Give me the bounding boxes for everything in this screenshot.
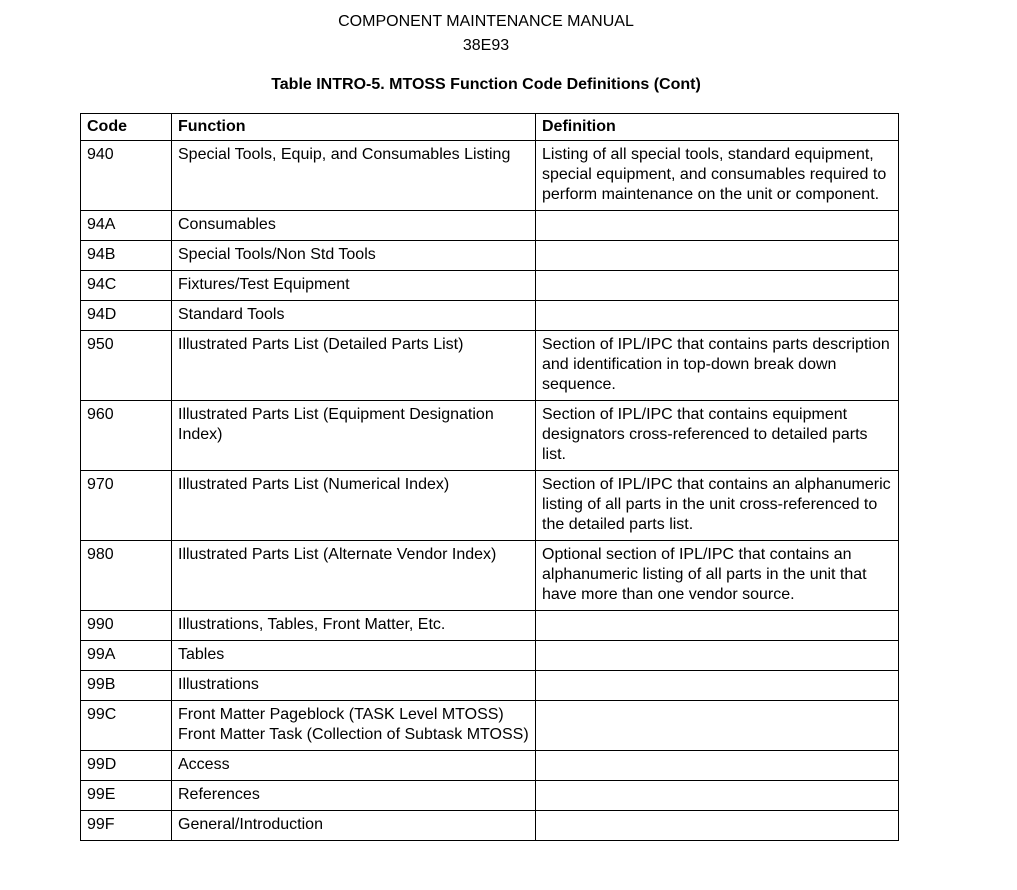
cell-definition (536, 211, 899, 241)
cell-code-text: 99C (87, 706, 117, 723)
table-row (81, 641, 899, 671)
cell-definition (536, 781, 899, 811)
cell-function-text: Illustrations, Tables, Front Matter, Etc. (178, 616, 446, 633)
cell-code-text: 940 (87, 146, 114, 163)
cell-code (81, 271, 172, 301)
cell-code-text: 980 (87, 546, 114, 563)
cell-function (172, 241, 536, 271)
cell-definition (536, 241, 899, 271)
table-row (81, 471, 899, 541)
mtoss-function-code-table (80, 113, 899, 841)
cell-definition (536, 751, 899, 781)
cell-definition (536, 811, 899, 841)
cell-function-text: Illustrated Parts List (Detailed Parts List) (178, 336, 464, 353)
table-row (81, 541, 899, 611)
cell-function-text: Standard Tools (178, 306, 285, 323)
table-row (81, 331, 899, 401)
cell-code (81, 471, 172, 541)
cell-function-text: Front Matter Pageblock (TASK Level MTOSS) Front Matter Task (Collection of Subtask MTOSS) (178, 706, 529, 743)
cell-function (172, 401, 536, 471)
manual-number: 38E93 (462, 37, 510, 54)
cell-function-text: Consumables (178, 216, 276, 233)
cell-function-text: Illustrations (178, 676, 259, 693)
cell-function (172, 141, 536, 211)
cell-definition (536, 401, 899, 471)
column-header-code: Code (81, 114, 172, 141)
cell-definition-text: Section of IPL/IPC that contains an alphanumeric listing of all parts in the unit cross-referenced to the detailed parts list. (542, 476, 891, 533)
cell-code-text: 960 (87, 406, 114, 423)
cell-function (172, 211, 536, 241)
cell-function-text: Special Tools, Equip, and Consumables Listing (178, 146, 511, 163)
cell-definition (536, 471, 899, 541)
cell-code (81, 671, 172, 701)
cell-definition (536, 671, 899, 701)
cell-code (81, 211, 172, 241)
table-row (81, 271, 899, 301)
cell-definition (536, 641, 899, 671)
cell-code (81, 781, 172, 811)
table-body (81, 141, 899, 841)
table-row (81, 141, 899, 211)
table-row (81, 301, 899, 331)
cell-code-text: 99F (87, 816, 115, 833)
table-row (81, 751, 899, 781)
cell-code-text: 990 (87, 616, 114, 633)
cell-function (172, 541, 536, 611)
cell-function (172, 781, 536, 811)
cell-code (81, 541, 172, 611)
cell-function-text: Tables (178, 646, 225, 663)
table-title: Table INTRO-5. MTOSS Function Code Definitions (Cont) (271, 76, 701, 93)
cell-code-text: 99B (87, 676, 116, 693)
cell-function (172, 701, 536, 751)
manual-title: COMPONENT MAINTENANCE MANUAL (338, 13, 634, 30)
cell-function-text: Fixtures/Test Equipment (178, 276, 350, 293)
cell-function (172, 331, 536, 401)
cell-code (81, 141, 172, 211)
cell-code-text: 94C (87, 276, 117, 293)
cell-function-text: References (178, 786, 260, 803)
cell-definition-text: Listing of all special tools, standard equipment, special equipment, and consumables required to perform maintenance on the unit or component. (542, 146, 887, 203)
cell-code (81, 701, 172, 751)
cell-code (81, 401, 172, 471)
cell-function-text: Illustrated Parts List (Alternate Vendor Index) (178, 546, 497, 563)
cell-definition (536, 271, 899, 301)
table-row (81, 611, 899, 641)
table-row (81, 781, 899, 811)
cell-function (172, 471, 536, 541)
cell-function (172, 751, 536, 781)
cell-definition (536, 301, 899, 331)
cell-definition (536, 611, 899, 641)
cell-definition (536, 541, 899, 611)
table-row (81, 211, 899, 241)
cell-function-text: Illustrated Parts List (Equipment Designation Index) (178, 406, 494, 443)
cell-code-text: 99D (87, 756, 117, 773)
table-row (81, 701, 899, 751)
cell-code-text: 970 (87, 476, 114, 493)
cell-function (172, 671, 536, 701)
cell-code-text: 94D (87, 306, 117, 323)
table-row (81, 241, 899, 271)
column-header-definition: Definition (536, 114, 899, 141)
cell-code-text: 99E (87, 786, 116, 803)
table-row (81, 671, 899, 701)
cell-code (81, 301, 172, 331)
cell-function (172, 811, 536, 841)
cell-function (172, 641, 536, 671)
cell-definition-text: Optional section of IPL/IPC that contains an alphanumeric listing of all parts in the unit that have more than one vendor source. (542, 546, 867, 603)
table-header-row (81, 114, 899, 141)
cell-definition-text: Section of IPL/IPC that contains parts description and identification in top-down break down sequence. (542, 336, 890, 393)
cell-function (172, 611, 536, 641)
cell-definition (536, 331, 899, 401)
cell-code-text: 94B (87, 246, 116, 263)
cell-code (81, 641, 172, 671)
table-row (81, 401, 899, 471)
cell-function (172, 271, 536, 301)
table-row (81, 811, 899, 841)
cell-function-text: Special Tools/Non Std Tools (178, 246, 376, 263)
cell-code (81, 751, 172, 781)
cell-code-text: 99A (87, 646, 116, 663)
cell-code-text: 94A (87, 216, 116, 233)
cell-code-text: 950 (87, 336, 114, 353)
cell-function (172, 301, 536, 331)
cell-code (81, 331, 172, 401)
cell-function-text: General/Introduction (178, 816, 323, 833)
cell-function-text: Illustrated Parts List (Numerical Index) (178, 476, 450, 493)
cell-code (81, 611, 172, 641)
cell-definition-text: Section of IPL/IPC that contains equipment designators cross-referenced to detailed parts list. (542, 406, 868, 463)
cell-definition (536, 701, 899, 751)
column-header-function: Function (172, 114, 536, 141)
cell-function-text: Access (178, 756, 230, 773)
cell-code (81, 241, 172, 271)
cell-code (81, 811, 172, 841)
cell-definition (536, 141, 899, 211)
